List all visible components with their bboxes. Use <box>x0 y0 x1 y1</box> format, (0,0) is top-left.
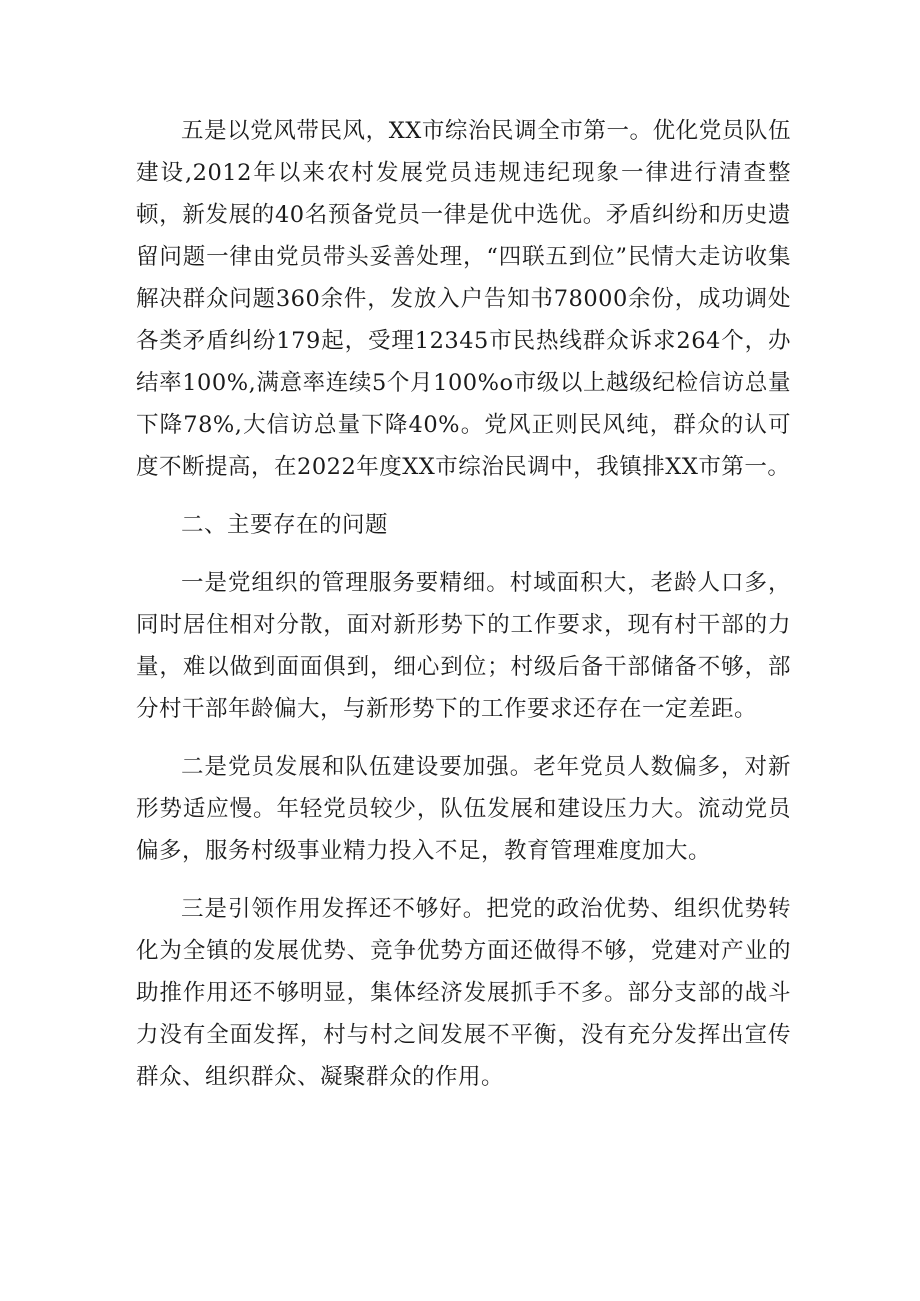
paragraph-problem-two: 二是党员发展和队伍建设要加强。老年党员人数偏多，对新形势适应慢。年轻党员较少，队伍发展和建设压力大。流动党员偏多，服务村级事业精力投入不足，教育管理难度加大。 <box>136 754 791 864</box>
document-body <box>136 110 791 1098</box>
paragraph-problem-three: 三是引领作用发挥还不够好。把党的政治优势、组织优势转化为全镇的发展优势、竞争优势方面还做得不够，党建对产业的助推作用还不够明显，集体经济发展抓手不多。部分支部的战斗力没有全面发挥，村与村之间发展不平衡，没有充分发挥出宣传群众、组织群众、凝聚群众的作用。 <box>136 896 791 1090</box>
paragraph-party-style: 五是以党风带民风，XX市综治民调全市第一。优化党员队伍建设,2012年以来农村发展党员违规违纪现象一律进行清查整顿，新发展的40名预备党员一律是优中选优。矛盾纠纷和历史遗留问题一律由党员带头妥善处理，“四联五到位”民情大走访收集解决群众问题360余件，发放入户告知书78000余份，成功调处各类矛盾纠纷179起，受理12345市民热线群众诉求264个，办结率100%,满意率连续5个月100%o市级以上越级纪检信访总量下降78%,大信访总量下降40%。党风正则民风纯，群众的认可度不断提高，在2022年度XX市综治民调中，我镇排XX市第一。 <box>136 118 791 480</box>
paragraph-problem-one: 一是党组织的管理服务要精细。村域面积大，老龄人口多，同时居住相对分散，面对新形势下的工作要求，现有村干部的力量，难以做到面面俱到，细心到位；村级后备干部储备不够，部分村干部年龄偏大，与新形势下的工作要求还存在一定差距。 <box>136 570 791 722</box>
section-heading-main-problems: 二、主要存在的问题 <box>181 512 389 538</box>
